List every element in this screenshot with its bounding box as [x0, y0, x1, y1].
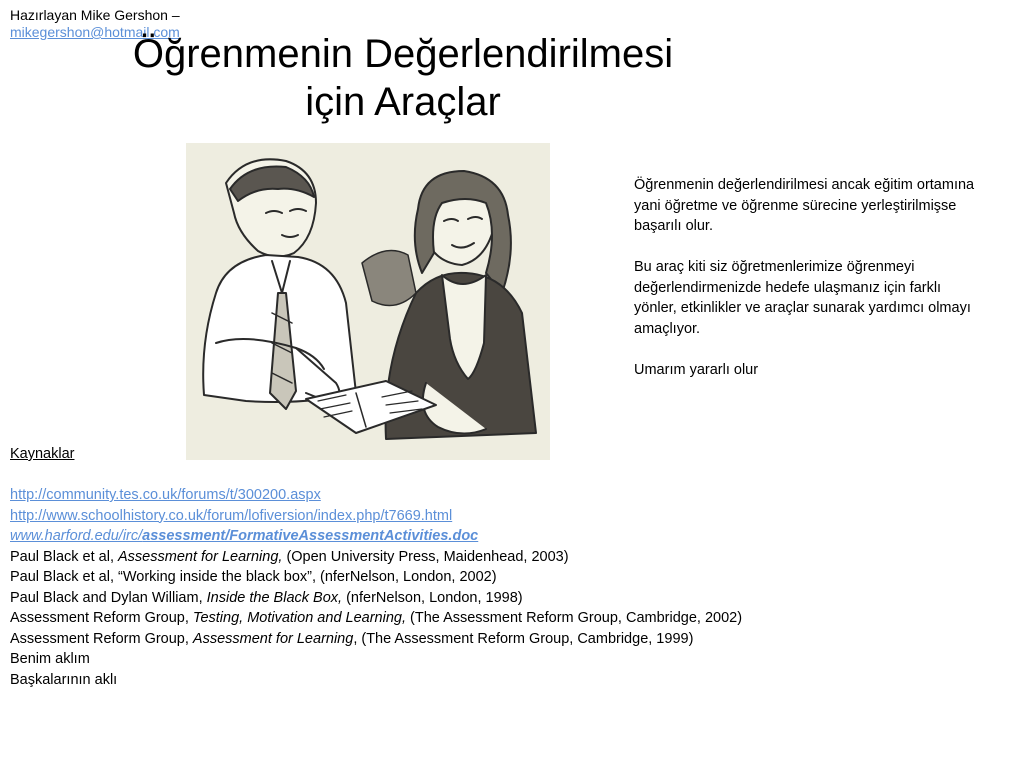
reference-text: Assessment Reform Group,	[10, 610, 193, 626]
reference-publisher: (The Assessment Reform Group, Cambridge, 2002)	[406, 610, 743, 626]
reference-text: Paul Black and Dylan William,	[10, 589, 207, 606]
teacher-student-illustration	[186, 143, 550, 460]
references-section	[10, 444, 1000, 690]
reference-link-tes[interactable]: http://community.tes.co.uk/forums/t/300200.aspx	[10, 487, 321, 503]
references-heading: Kaynaklar	[10, 446, 75, 462]
reference-text: Paul Black et al, “Working inside the black box”, (nferNelson, London, 2002)	[10, 569, 497, 585]
intro-paragraph-3: Umarım yararlı olur	[634, 361, 759, 378]
reference-item	[10, 649, 1000, 670]
reference-link-row	[10, 485, 1000, 506]
reference-item	[10, 608, 1000, 629]
harford-link-file: assessment/FormativeAssessmentActivities.doc	[142, 528, 479, 544]
reference-text: Assessment Reform Group,	[10, 630, 193, 647]
reference-link-schoolhistory[interactable]: http://www.schoolhistory.co.uk/forum/lofiversion/index.php/t7669.html	[10, 507, 453, 524]
reference-text: Paul Black et al,	[10, 548, 118, 565]
reference-publisher: (nferNelson, London, 1998)	[342, 589, 523, 606]
reference-title: Inside the Black Box,	[206, 589, 343, 606]
intro-text	[634, 175, 984, 401]
reference-publisher: , (The Assessment Reform Group, Cambridge, 1999)	[353, 630, 694, 647]
reference-item	[10, 629, 1000, 650]
slide-title-line-1: Öğrenmenin Değerlendirilmesi	[132, 32, 674, 76]
reference-item	[10, 670, 1000, 691]
reference-text: Benim aklım	[10, 651, 90, 667]
reference-link-row	[10, 526, 1000, 547]
reference-title: Assessment for Learning	[192, 630, 354, 647]
intro-paragraph-2: Bu araç kiti siz öğretmenlerimize öğrenmeyi değerlendirmenizde hedefe ulaşmanız için farklı yönler, etkinlikler ve araçlar sunarak yardımcı olmayı amaçlıyor.	[634, 259, 971, 337]
author-credit-text: Hazırlayan Mike Gershon –	[10, 7, 180, 23]
sketch-image	[186, 143, 550, 460]
reference-title: Testing, Motivation and Learning,	[192, 610, 406, 626]
reference-publisher: (Open University Press, Maidenhead, 2003)	[282, 548, 569, 565]
reference-text: Başkalarının aklı	[10, 671, 118, 688]
reference-item	[10, 547, 1000, 568]
reference-item	[10, 567, 1000, 588]
reference-title: Assessment for Learning,	[118, 548, 283, 565]
slide-title-line-2: için Araçlar	[305, 80, 501, 124]
reference-link-harford[interactable]	[10, 528, 478, 544]
harford-link-prefix: www.harford.edu/irc/	[10, 528, 143, 544]
slide-title	[0, 30, 806, 126]
reference-link-row	[10, 506, 1000, 527]
reference-item	[10, 588, 1000, 609]
author-email-link[interactable]: mikegershon@hotmail.com	[10, 24, 180, 40]
intro-paragraph-1: Öğrenmenin değerlendirilmesi ancak eğitim ortamına yani öğretme ve öğrenme sürecine yerleştirilmişse başarılı olur.	[634, 177, 975, 234]
